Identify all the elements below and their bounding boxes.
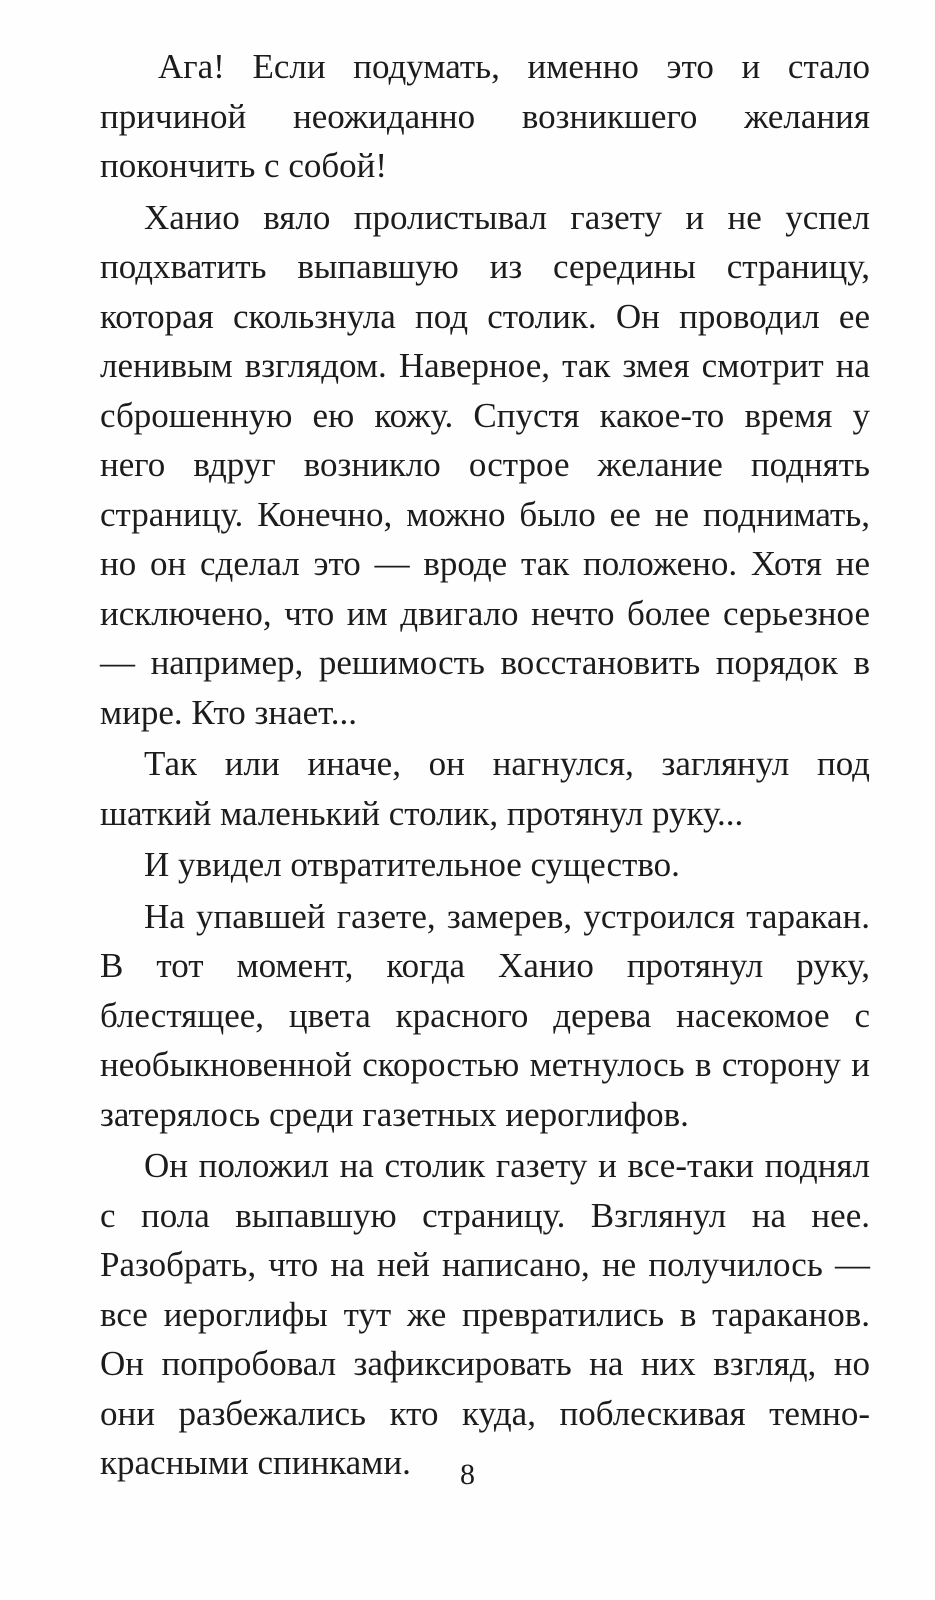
paragraph-5: На упавшей газете, замерев, устроился таракан. В тот момент, когда Ханио протянул руку, блестящее, цвета красного дерева насекомое с необыкновенной скоростью метнулось в сторону и затерялось среди газетных иероглифов.	[100, 896, 870, 1134]
paragraph-1: Ага! Если подумать, именно это и стало причиной неожиданно возникшего желания покончить с собой!	[100, 47, 870, 185]
paragraph-4: И увидел отвратительное существо.	[144, 845, 680, 884]
paragraph-6: Он положил на столик газету и все-таки поднял с пола выпавшую страницу. Взглянул на нее. Разобрать, что на ней написано, не получилось — все иероглифы тут же превратились в тараканов. Он попробовал зафиксировать на них взгляд, но они разбежались кто куда, поблескивая темно-красными спинками.	[100, 1146, 870, 1482]
page-number: 8	[460, 1458, 475, 1491]
paragraph-2: Ханио вяло пролистывал газету и не успел подхватить выпавшую из середины страницу, которая скользнула под столик. Он проводил ее ленивым взглядом. Наверное, так змея смотрит на сброшенную ею кожу. Спустя какое-то время у него вдруг возникло острое желание поднять страницу. Конечно, можно было ее не поднимать, но он сделал это — вроде так положено. Хотя не исключено, что им двигало нечто более серьезное — например, решимость восстановить порядок в мире. Кто знает...	[100, 197, 870, 732]
paragraph-3: Так или иначе, он нагнулся, заглянул под шаткий маленький столик, протянул руку...	[100, 744, 870, 833]
body-text	[100, 42, 870, 1488]
